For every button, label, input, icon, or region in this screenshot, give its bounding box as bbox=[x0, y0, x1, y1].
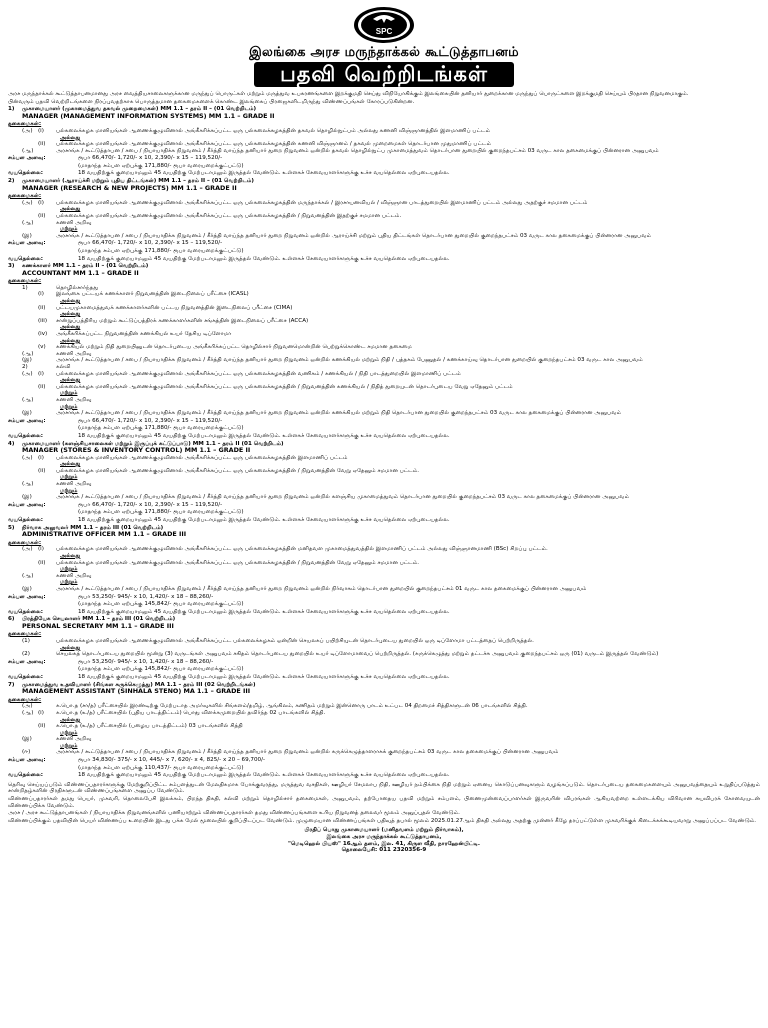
salary-value: (மாதாந்த சம்பள ஏற்புக்கு 171,880/- ரூபா வரையறைக்குட்பட்டு) bbox=[78, 247, 244, 254]
salary-row bbox=[8, 517, 760, 524]
connector-word: அல்லது bbox=[60, 716, 81, 723]
item-sublabel bbox=[38, 364, 56, 371]
item-text: க.பொ.த (உ/த) பரீட்சையில் (பழைய பாடத்திட்டம்) 03 பாடங்களில் சித்தி bbox=[56, 723, 243, 730]
qualification-item bbox=[8, 148, 760, 155]
item-label: (ஆ) bbox=[22, 147, 34, 154]
post-title-english: ACCOUNTANT MM 1.1 – GRADE II bbox=[22, 268, 139, 277]
item-sublabel bbox=[38, 397, 56, 404]
item-label bbox=[8, 468, 38, 475]
item-text: கணனி அறிவு bbox=[56, 481, 92, 488]
connector-word: அல்லது bbox=[60, 337, 81, 344]
post-title-tamil: முகாமைத்துவ உதவியாளர் (சிங்கள சுருக்கெழுத்து) MA 1.1 – தரம் III (02 வெற்றிடங்கள்) bbox=[22, 681, 256, 688]
salary-key: வயதெல்லை: bbox=[8, 674, 43, 680]
item-label bbox=[8, 141, 38, 148]
item-sublabel: (ii) bbox=[38, 467, 46, 474]
post-number: 3) bbox=[8, 263, 15, 270]
vacancies-banner: பதவி வெற்றிடங்கள் bbox=[254, 62, 514, 87]
salary-value: (மாதாந்த சம்பள ஏற்புக்கு 171,880/- ரூபா வரையறைக்குட்பட்டு) bbox=[78, 425, 244, 432]
qualification-item bbox=[8, 723, 760, 730]
qualification-item bbox=[8, 410, 760, 417]
salary-value: ரூபா 66,470/- 1,720/- x 10, 2,390/- x 15 – 119,520/- bbox=[78, 417, 223, 424]
salary-row bbox=[8, 240, 760, 247]
item-text: அரசாங்க / கூட்டுத்தாபன / சபை / நியாயாதிக்க நிறுவனம் / கீர்த்தி வாய்ந்த தனியார் துறை நிறுவனம் ஒன்றில் சுருக்கெழுத்தாளராகக் குறைந்தபட்சம் 03 வருட கால தகைமைக்குப் பின்னரான அனுபவம் bbox=[56, 749, 559, 756]
salary-row bbox=[8, 757, 760, 764]
qualification-item bbox=[8, 481, 760, 488]
connector-word: அல்லது bbox=[60, 377, 81, 384]
salary-key: வயதெல்லை: bbox=[8, 772, 43, 779]
item-label: (2) bbox=[22, 651, 30, 658]
item-text: அரசாங்க / கூட்டுத்தாபன / சபை / நியாயாதிக்க நிறுவனம் / கீர்த்தி வாய்ந்த தனியார் துறை நிறுவனம் ஒன்றில் ஆராய்ச்சி மற்றும் புதிய திட்டங்கள் தொடர்பான துறையில் குறைந்தபட்சம் 03 வருட கால தகைமைக்குப் பின்னரான அனுபவம் bbox=[56, 232, 652, 239]
item-sublabel: (v) bbox=[38, 344, 46, 351]
salary-key bbox=[8, 163, 78, 170]
item-text: அரசாங்க / கூட்டுத்தாபன / சபை / நியாயாதிக்க நிறுவனம் / கீர்த்தி வாய்ந்த தனியார் துறை நிறுவனம் ஒன்றில் தகவல் தொழில்நுட்ப முகாமைத்துவம் தொடர்பான துறையில் குறைந்தபட்சம் 03 வருட கால தகைமைக்குப் பின்னரான அனுபவம் bbox=[56, 147, 659, 154]
qualification-item bbox=[8, 344, 760, 351]
qualification-item bbox=[8, 233, 760, 240]
item-text: பட்டயமுகாமைத்துவக் கணக்காளர்களின் பட்டய நிறுவனத்தின் இடைநிலைப் பரீட்சை (CIMA) bbox=[56, 304, 293, 311]
item-label: (இ) bbox=[22, 357, 32, 364]
salary-key bbox=[8, 509, 78, 516]
qualification-item bbox=[8, 371, 760, 378]
post-title-english: ADMINISTRATIVE OFFICER MM 1.1 – GRADE III bbox=[22, 530, 187, 539]
salary-row bbox=[8, 772, 760, 779]
connector-word: மற்றும் bbox=[60, 579, 78, 586]
connector-word: மற்றும் bbox=[60, 729, 78, 736]
item-label bbox=[8, 291, 38, 298]
posts-section bbox=[8, 106, 760, 779]
connector-word: அல்லது bbox=[60, 298, 81, 305]
qualification-item bbox=[8, 468, 760, 475]
salary-row bbox=[8, 170, 760, 177]
item-sublabel: (i) bbox=[38, 127, 44, 134]
item-label: (அ) bbox=[22, 199, 33, 206]
item-label bbox=[8, 331, 38, 338]
item-text: பல்கலைக்கழக மானியங்கள் ஆணைக்குழுவினால் அங்கீகரிக்கப்பட்ட ஒரு பல்கலைக்கழகத்தின் / நிறுவனத்தின் இதற்குச் சமமான பட்டம். bbox=[56, 213, 402, 219]
salary-key bbox=[8, 248, 78, 255]
footer-paragraph: விண்ணப்பிக்கும் பதவியின் பெயர் விண்ணப்ப உறையின் இடது பக்க மேல் மூலையில் குறிப்பிடப்பட வேண்டும். முழுமையான விண்ணப்பங்கள் பதிவுத் தபால் மூலம் 2025.01.27ஆம் திகதி அல்லது அதற்கு முன்னர் கீழே தரப்பட்டுள்ள முகவரிக்குக் கிடைக்கக்கூடியவாறு அனுப்பப்பட வேண்டும். bbox=[8, 817, 757, 824]
organization-title: இலங்கை அரச மருந்தாக்கல் கூட்டுத்தாபனம் bbox=[249, 45, 519, 60]
item-text: கணனி அறிவு bbox=[56, 219, 92, 226]
item-text: க.பொ.த (சா/த) பரீட்சையில் இரண்டிற்கு மேற்படாத அமர்வுகளில் சிங்களம்/தமிழ், ஆங்கிலம், கணிதம் மற்றும் இன்னொரு பாடம் உட்பட 04 திறமைச் சித்திகளுடன் 06 பாடங்களில் சித்தி. bbox=[56, 703, 528, 710]
item-sublabel bbox=[38, 586, 56, 593]
item-sublabel bbox=[38, 233, 56, 240]
item-sublabel: (i) bbox=[38, 709, 44, 716]
connector-word: மற்றும் bbox=[60, 487, 78, 494]
item-label: (ஆ) bbox=[22, 481, 34, 488]
salary-value: ரூபா 66,470/- 1,720/- x 10, 2,390/- x 15 – 119,520/- bbox=[78, 501, 223, 508]
salary-value: ரூபா 34,830/- 375/- x 10, 445/- x 7, 620/- x 4, 825/- x 20 – 69,700/- bbox=[78, 757, 265, 764]
vacancy-post bbox=[8, 441, 760, 524]
salary-key bbox=[8, 666, 78, 673]
item-text: பல்கலைக்கழக மானியங்கள் ஆணைக்குழுவினால் அங்கீகரிக்கப்பட்ட ஒரு பல்கலைக்கழகத்தின் வணிகம் / கணக்கியல் / நிதி பாடத்துறையில் இளமாணிப் பட்டம் bbox=[56, 370, 461, 377]
item-label: (ஆ) bbox=[22, 396, 34, 403]
qualification-item bbox=[8, 638, 760, 645]
salary-value: 18 வயதிற்குக் குறையாமலும் 45 வயதிற்கு மேற்படாமலும் இருத்தல் வேண்டும். உள்ளகச் சேவையாளர்களுக்கு உச்ச வயதெல்லை ஏற்புடையதல்ல. bbox=[78, 517, 450, 524]
qualification-item bbox=[8, 736, 760, 743]
connector-word: மற்றும் bbox=[60, 742, 78, 749]
qualification-item bbox=[8, 573, 760, 580]
qualification-item bbox=[8, 213, 760, 220]
qualification-item bbox=[8, 397, 760, 404]
address: "மெடிஹெல் பியஸ்" 16ஆம் தளம், இல. 41, கிருள வீதி, நாரஹேன்பிட்டி. bbox=[288, 840, 480, 847]
salary-value: ரூபா 53,250/- 945/- x 10, 1,420/- x 18 – 88,260/- bbox=[78, 658, 214, 665]
item-label: (அ) bbox=[22, 370, 33, 377]
item-text: பல்கலைக்கழக மானியங்கள் ஆணைக்குழுவினால் அங்கீகரிக்கப்பட்ட ஒரு பல்கலைக்கழகத்தின் தகவல் தொழில்நுட்பம் அல்லது கணனி விஞ்ஞானத்தில் இளமாணிப் பட்டம் bbox=[56, 127, 490, 134]
item-sublabel: (iv) bbox=[38, 331, 48, 338]
qualification-item bbox=[8, 651, 760, 658]
salary-key: சம்பள அளவு: bbox=[8, 155, 46, 162]
item-text: பல்கலைக்கழக மானியங்கள் ஆணைக்குழுவினால் அங்கீகரிக்கப்பட்ட ஒரு பல்கலைக்கழகத்தின் மருந்தாக்கல் / இரசாயனவியல் / விஞ்ஞான பாடத்துறையில் இளமாணிப் பட்டம் அல்லது அதற்குச் சமமான பட்டம் bbox=[56, 199, 588, 206]
vacancy-post bbox=[8, 106, 760, 177]
item-text: சான்றுப்பத்திரிய மற்றும் கூட்டுப்பத்திரக் கணக்காளர்களின் சங்கத்தின் இடைநிலைப் பரீட்சை (ACCA) bbox=[56, 317, 309, 324]
item-text: பல்கலைக்கழக மானியங்கள் ஆணைக்குழுவினால் அங்கீகரிக்கப்பட்ட ஒரு பல்கலைக்கழகத்தின் / நிறுவனத்தின் வேறு ஏதேனும் சமமான பட்டம். bbox=[56, 467, 420, 474]
salary-row bbox=[8, 502, 760, 509]
item-text: கணனி அறிவு bbox=[56, 396, 92, 403]
qualification-item bbox=[8, 384, 760, 391]
qualifications-heading: தகைமைகள்: bbox=[8, 539, 42, 546]
item-text: பல்கலைக்கழக மானியங்கள் ஆணைக்குழுவினால் அங்கீகரிக்கப்பட்ட பல்கலைக்கழகம் ஒன்றின் செயலகப் பயிற்சியுடன் தொடர்புடைய துறையில் ஒரு டிப்ளோமா பட்டத்தைப் பெற்றிருத்தல். bbox=[56, 638, 534, 645]
salary-row bbox=[8, 418, 760, 425]
salary-row bbox=[8, 666, 760, 673]
qualification-item bbox=[8, 546, 760, 553]
salary-row bbox=[8, 601, 760, 608]
intro-paragraph: பின்வரும் பதவி வெற்றிடங்களை நிரப்புவதற்காக பொருத்தமான தகைமைகளைக் கொண்ட இலங்கைப் பிரஜைகளிடமிருந்து விண்ணப்பங்கள் கோரப்படுகின்றன. bbox=[8, 98, 415, 105]
salary-key bbox=[8, 425, 78, 432]
salary-value: ரூபா 66,470/- 1,720/- x 10, 2,390/- x 15 – 119,520/- bbox=[78, 240, 223, 247]
item-text: இலங்கை பட்டயக் கணக்காளர் நிறுவனத்தின் இடைநிலைப் பரீட்சை (ICASL) bbox=[56, 291, 249, 298]
salary-value: 18 வயதிற்குக் குறையாமலும் 45 வயதிற்கு மேற்படாமலும் இருத்தல் வேண்டும். உள்ளகச் சேவையாளர்களுக்கு உச்ச வயதெல்லை ஏற்புடையதல்ல. bbox=[78, 608, 450, 615]
salary-key: வயதெல்லை: bbox=[8, 608, 43, 615]
item-sublabel bbox=[38, 351, 56, 358]
signature-block bbox=[8, 827, 760, 853]
advertisement-page bbox=[8, 4, 760, 1020]
item-label bbox=[8, 213, 38, 220]
item-text: அரசாங்க / கூட்டுத்தாபன / சபை / நியாயாதிக்க நிறுவனம் / கீர்த்தி வாய்ந்த தனியார் துறை நிறுவனம் ஒன்றில் களஞ்சிய முகாமைத்துவம் தொடர்பான துறையில் குறைந்தபட்சம் 03 வருட கால தகைமைக்குப் பின்னரான அனுபவம் bbox=[56, 494, 629, 501]
item-text: பல்கலைக்கழக மானியங்கள் ஆணைக்குழுவினால் அங்கீகரிக்கப்பட்ட ஒரு பல்கலைக்கழகத்தின் இளமாணிப் பட்டம் bbox=[56, 454, 348, 461]
qualification-item bbox=[8, 318, 760, 325]
salary-value: ரூபா 53,250/- 945/- x 10, 1,420/- x 18 – 88,260/- bbox=[78, 593, 214, 600]
salary-key: வயதெல்லை: bbox=[8, 170, 43, 177]
post-number: 6) bbox=[8, 616, 15, 623]
qualifications-heading: தகைமைகள்: bbox=[8, 278, 42, 285]
connector-word: அல்லது bbox=[60, 134, 81, 141]
post-title-tamil: முகாமையாளர் (முகாமைத்துவ தகவல் முறைமைகள்) MM 1.1 – தரம் II – (01 வெற்றிடம்) bbox=[22, 106, 257, 113]
qualification-item bbox=[8, 128, 760, 135]
salary-row bbox=[8, 256, 760, 263]
item-label: (இ) bbox=[22, 736, 32, 743]
connector-word: அல்லது bbox=[60, 461, 81, 468]
item-text: பல்கலைக்கழக மானியங்கள் ஆணைக்குழுவினால் அங்கீகரிக்கப்பட்ட ஒரு பல்கலைக்கழகத்தின் / நிறுவனத்தின் கணக்கியல் / நிதித் துறையுடன் தொடர்புடைய வேறு ஏதேனும் பட்டம் bbox=[56, 383, 513, 390]
item-sublabel bbox=[38, 494, 56, 501]
item-sublabel bbox=[38, 410, 56, 417]
qualifications-heading: தகைமைகள்: bbox=[8, 696, 42, 703]
qualification-item bbox=[8, 586, 760, 593]
qualifications-heading: தகைமைகள்: bbox=[8, 631, 42, 638]
spc-logo bbox=[351, 5, 417, 45]
item-text: பல்கலைக்கழக மானியங்கள் ஆணைக்குழுவினால் அங்கீகரிக்கப்பட்ட ஒரு பல்கலைக்கழகத்தின் கணனி விஞ்ஞானம் / தகவல் முறைமைகள் தொடர்பான முதுமாணிப் பட்டம் bbox=[56, 141, 491, 148]
salary-value: 18 வயதிற்குக் குறையாமலும் 45 வயதிற்கு மேற்படாமலும் இருத்தல் வேண்டும். உள்ளகச் சேவையாளர்களுக்கு உச்ச வயதெல்லை ஏற்புடையதல்ல. bbox=[78, 255, 450, 262]
salary-row bbox=[8, 433, 760, 440]
post-title-english: MANAGER (RESEARCH & NEW PROJECTS) MM 1.1 – GRADE II bbox=[22, 183, 237, 192]
item-sublabel: (i) bbox=[38, 199, 44, 206]
salary-value: (மாதாந்த சம்பள ஏற்புக்கு 145,842/- ரூபா வரையறைக்குட்பட்டு) bbox=[78, 666, 244, 673]
item-label: (ஆ) bbox=[22, 572, 34, 579]
item-label: 1) bbox=[22, 284, 28, 291]
item-text: கல்வி bbox=[56, 364, 71, 371]
item-text: தொழில்சார்ந்தது bbox=[56, 284, 99, 291]
item-label bbox=[8, 384, 38, 391]
item-label bbox=[8, 305, 38, 312]
salary-row bbox=[8, 509, 760, 516]
item-label: (இ) bbox=[22, 232, 32, 239]
item-sublabel bbox=[38, 148, 56, 155]
salary-value: (மாதாந்த சம்பள ஏற்புக்கு 171,880/- ரூபா வரையறைக்குட்பட்டு) bbox=[78, 509, 244, 516]
item-label bbox=[8, 560, 38, 567]
salary-key: சம்பள அளவு: bbox=[8, 757, 46, 764]
item-sublabel bbox=[38, 651, 56, 658]
organization-name: இலங்கை அரச மருந்தாக்கல் கூட்டுத்தாபனம், bbox=[326, 834, 442, 841]
vacancy-post bbox=[8, 263, 760, 439]
telephone: தொலைபேசி: 011 2320356-9 bbox=[341, 847, 427, 854]
post-number: 5) bbox=[8, 524, 15, 531]
item-sublabel: (i) bbox=[38, 546, 44, 553]
item-text: அரசாங்க / கூட்டுத்தாபன / சபை / நியாயாதிக்க நிறுவனம் / கீர்த்தி வாய்ந்த தனியார் துறை நிறுவனம் ஒன்றில் கணக்கியல் மற்றும் நிதி தொடர்பான துறையில் குறைந்தபட்சம் 03 வருட கால தகைமைக்குப் பின்னரான அனுபவம் bbox=[56, 410, 622, 417]
salary-row bbox=[8, 674, 760, 681]
intro-section bbox=[8, 91, 760, 105]
connector-word: மற்றும் bbox=[60, 566, 78, 573]
item-label: (இ) bbox=[22, 410, 32, 417]
item-label: (அ) bbox=[22, 127, 33, 134]
item-label: (அ) bbox=[22, 546, 33, 553]
post-title-tamil: முகாமையாளர் (களஞ்சியசாலைகள் மற்றும் இருப்புக் கட்டுப்பாடு) MM 1.1 – தரம் II (01 வெற்றிடம்) bbox=[22, 440, 284, 447]
connector-word: அல்லது bbox=[60, 324, 81, 331]
salary-row bbox=[8, 765, 760, 772]
item-sublabel bbox=[38, 736, 56, 743]
item-sublabel: (ii) bbox=[38, 304, 46, 311]
post-title-tamil: நிர்வாக அலுவலர் MM 1.1 – தரம் III (01 வெற்றிடம்) bbox=[22, 524, 164, 531]
item-label: (ஆ) bbox=[22, 709, 34, 716]
item-sublabel bbox=[38, 638, 56, 645]
vacancy-post bbox=[8, 682, 760, 779]
item-text: கணக்கியல் மற்றும் நிதி துறையினுடன் தொடர்புடைய அங்கீகரிக்கப்பட்ட தொழில்சார் நிறுவனமொன்றின் பெற்றுக்கொண்ட சமமான தகைமை bbox=[56, 344, 412, 351]
item-label: (அ) bbox=[22, 703, 33, 710]
item-text: கணனி அறிவு bbox=[56, 736, 92, 743]
item-sublabel bbox=[38, 749, 56, 756]
footer-paragraph: அரச / அரச கூட்டுத்தாபனங்கள் / நியாயாதிக்க நிறுவனங்களில் பணியாற்றும் விண்ணப்பதாரர்கள் தமது விண்ணப்பங்களை உரிய நிறுவனத் தலைவர் மூலம் அனுப்புதல் வேண்டும். bbox=[8, 810, 460, 817]
qualification-item bbox=[8, 710, 760, 717]
item-text: செயலகத் தொடர்புடைய துறையில் மூன்று (3) வருடங்கள் அனுபவம் சகிதம் தொடர்புடைய துறையில் உயர் டிப்ளோமாவைப் பெற்றிருத்தல். (சுருக்கெழுத்து மற்றும் தட்டச்சு அனுபவம் குறைந்தபட்சம் ஒரு (01) வருடம் இருத்தல் வேண்டும்) bbox=[56, 651, 659, 658]
salary-row bbox=[8, 163, 760, 170]
qualification-item bbox=[8, 331, 760, 338]
salary-key: சம்பள அளவு: bbox=[8, 417, 46, 424]
item-text: கணனி அறிவு bbox=[56, 350, 92, 357]
qualifications-heading: தகைமைகள்: bbox=[8, 193, 42, 200]
item-sublabel: (ii) bbox=[38, 559, 46, 566]
item-text: அங்கீகரிக்கப்பட்ட நிறுவனத்தின் கணக்கியல் உயர் தேசிய டிப்ளோமா bbox=[56, 331, 232, 338]
item-sublabel bbox=[38, 481, 56, 488]
intro-paragraph: அரச மருந்தாக்கல் கூட்டுத்தாபனமானது அரச வைத்தியசாலைகளுக்கான மருந்துப் பொருட்கள் மற்றும் மருத்துவ உபகரணங்களை இறக்குமதி செய்து விநியோகிக்கும் இலங்கையின் தனியார் துறைக்கான மருந்துப் பொருட்களை இறக்குமதி செய்யும் பிரதான நிறுவனமாகும். bbox=[8, 91, 689, 97]
connector-word: அல்லது bbox=[60, 206, 81, 213]
vacancy-post bbox=[8, 525, 760, 616]
connector-word: அல்லது bbox=[60, 552, 81, 559]
post-title-tamil: கணக்காளர் MM 1.1 – தரம் II – (01 வெற்றிடம்) bbox=[22, 263, 149, 270]
item-label bbox=[8, 723, 38, 730]
logo-text: SPC bbox=[375, 27, 393, 36]
qualification-item bbox=[8, 220, 760, 227]
salary-value: 18 வயதிற்குக் குறையாமலும் 45 வயதிற்கு மேற்படாமலும் இருத்தல் வேண்டும். உள்ளகச் சேவையாளர்களுக்கு உச்ச வயதெல்லை ஏற்புடையதல்ல. bbox=[78, 674, 450, 680]
salary-value: (மாதாந்த சம்பள ஏற்புக்கு 145,842/- ரூபா வரையறைக்குட்பட்டு) bbox=[78, 601, 244, 608]
item-label bbox=[8, 318, 38, 325]
post-title-tamil: பிரத்தியேக செயலாளர் MM 1.1 – தரம் III (01 வெற்றிடம்) bbox=[22, 616, 176, 623]
post-number: 7) bbox=[8, 681, 15, 688]
qualification-item bbox=[8, 141, 760, 148]
item-text: கணனி அறிவு bbox=[56, 572, 92, 579]
connector-word: அல்லது bbox=[60, 311, 81, 318]
post-number: 1) bbox=[8, 106, 15, 113]
salary-value: 18 வயதிற்குக் குறையாமலும் 45 வயதிற்கு மேற்படாமலும் இருத்தல் வேண்டும். உள்ளகச் சேவையாளர்களுக்கு உச்ச வயதெல்லை ஏற்புடையதல்ல. bbox=[78, 170, 450, 177]
post-title-tamil: முகாமையாளர் (ஆராய்ச்சி மற்றும் புதிய திட்டங்கள்) MM 1.1 – தரம் II – (01 வெற்றிடம்) bbox=[22, 178, 254, 185]
salary-row bbox=[8, 425, 760, 432]
qualifications-heading: தகைமைகள்: bbox=[8, 121, 42, 128]
item-sublabel: (iii) bbox=[38, 317, 48, 324]
logo-area bbox=[8, 5, 760, 45]
post-title-english: MANAGER (MANAGEMENT INFORMATION SYSTEMS) MM 1.1 – GRADE II bbox=[22, 111, 275, 120]
post-title-english: MANAGEMENT ASSISTANT (SINHALA STENO) MA 1.1 – GRADE III bbox=[22, 687, 251, 696]
item-label: (இ) bbox=[22, 494, 32, 501]
salary-row bbox=[8, 155, 760, 162]
item-text: பல்கலைக்கழக மானியங்கள் ஆணைக்குழுவினால் அங்கீகரிக்கப்பட்ட ஒரு பல்கலைக்கழகத்தின் / நிறுவனத்தின் வேறு ஏதேனும் சமமான பட்டம். bbox=[56, 559, 420, 566]
salary-value: (மாதாந்த சம்பள ஏற்புக்கு 110,437/- ரூபா வரையறைக்குட்பட்டு) bbox=[78, 764, 244, 771]
item-sublabel: (ii) bbox=[38, 383, 46, 390]
item-sublabel: (i) bbox=[38, 454, 44, 461]
signatory-title: பிரதிப் பொது முகாமையாளர் (மனிதவளம் மற்றும் நிர்வாகம்), bbox=[304, 827, 464, 834]
connector-word: மற்றும் bbox=[60, 390, 78, 397]
qualification-item bbox=[8, 703, 760, 710]
connector-word: அல்லது bbox=[60, 644, 81, 651]
post-title-english: PERSONAL SECRETARY MM 1.1 – GRADE III bbox=[22, 621, 174, 630]
qualification-item bbox=[8, 200, 760, 207]
salary-row bbox=[8, 594, 760, 601]
qualification-item bbox=[8, 455, 760, 462]
salary-row bbox=[8, 659, 760, 666]
item-sublabel bbox=[38, 573, 56, 580]
item-sublabel bbox=[38, 703, 56, 710]
salary-key: வயதெல்லை: bbox=[8, 517, 43, 524]
connector-word: மற்றும் bbox=[60, 403, 78, 410]
item-sublabel bbox=[38, 285, 56, 292]
footer-notes bbox=[8, 782, 760, 825]
banner-area bbox=[8, 62, 760, 87]
qualification-item bbox=[8, 494, 760, 501]
salary-key: சம்பள அளவு: bbox=[8, 593, 46, 600]
footer-paragraph: விண்ணப்பதாரர்கள் தமது பெயர், முகவரி, தொலைபேசி இலக்கம், பிறந்த திகதி, கல்வி மற்றும் தொழில்சார் தகைமைகள், அனுபவம், தற்போதைய பதவி மற்றும் சம்பளம், பிணைமுன்வைப்பாளர்கள் இருவரின் விபரங்கள் ஆகியவற்றை உள்ளடக்கிய விரிவான சுயவிபரக் கோவையுடன் விண்ணப்பிக்க வேண்டும். bbox=[8, 796, 760, 809]
item-text: அரசாங்க / கூட்டுத்தாபன / சபை / நியாயாதிக்க நிறுவனம் / கீர்த்தி வாய்ந்த தனியார் துறை நிறுவனம் ஒன்றில் நிர்வாகம் தொடர்பான துறையில் குறைந்தபட்சம் 01 வருட கால தகைமைக்குப் பின்னரான அனுபவம் bbox=[56, 585, 587, 592]
item-text: அரசாங்க / கூட்டுத்தாபன / சபை / நியாயாதிக்க நிறுவனம் / கீர்த்தி வாய்ந்த தனியார் துறை நிறுவனம் ஒன்றில் கணக்கியல் மற்றும் நிதி / புத்தகம் பேணுதல் / கணக்காய்வு தொடர்பான துறையில் குறைந்தபட்சம் 03 வருட கால அனுபவம் bbox=[56, 357, 643, 364]
salary-row bbox=[8, 609, 760, 616]
item-sublabel: (i) bbox=[38, 370, 44, 377]
salary-value: 18 வயதிற்குக் குறையாமலும் 45 வயதிற்கு மேற்படாமலும் இருத்தல் வேண்டும். உள்ளகச் சேவையாளர்களுக்கு உச்ச வயதெல்லை ஏற்புடையதல்ல. bbox=[78, 432, 450, 439]
salary-key bbox=[8, 765, 78, 772]
salary-key: சம்பள அளவு: bbox=[8, 240, 46, 247]
salary-value: ரூபா 66,470/- 1,720/- x 10, 2,390/- x 15 – 119,520/- bbox=[78, 155, 223, 162]
item-text: க.பொ.த (உ/த) பரீட்சையில் (புதிய பாடத்திட்டம்) பொது விளக்கமுறையில் தவிர்ந்த 02 பாடங்களில் சித்தி. bbox=[56, 709, 326, 716]
item-label: (அ) bbox=[22, 454, 33, 461]
connector-word: மற்றும் bbox=[60, 226, 78, 233]
item-text: பல்கலைக்கழக மானியங்கள் ஆணைக்குழுவினால் அங்கீகரிக்கப்பட்ட ஒரு பல்கலைக்கழகத்தின் மனிதவள முகாமைத்துவத்தில் இளமாணிப் பட்டம் அல்லது விஞ்ஞானமாணி (BSc) சிறப்பு பட்டம். bbox=[56, 546, 548, 553]
qualification-item bbox=[8, 305, 760, 312]
vacancy-post bbox=[8, 616, 760, 680]
salary-value: 18 வயதிற்குக் குறையாமலும் 45 வயதிற்கு மேற்படாமலும் இருத்தல் வேண்டும். உள்ளகச் சேவையாளர்களுக்கு உச்ச வயதெல்லை ஏற்புடையதல்ல. bbox=[78, 772, 450, 779]
item-sublabel: (ii) bbox=[38, 141, 46, 148]
post-number: 4) bbox=[8, 440, 15, 447]
item-sublabel: (ii) bbox=[38, 723, 46, 730]
item-sublabel: (i) bbox=[38, 291, 44, 298]
salary-key bbox=[8, 601, 78, 608]
item-label: (இ) bbox=[22, 585, 32, 592]
qualification-item bbox=[8, 364, 760, 371]
item-sublabel bbox=[38, 220, 56, 227]
item-sublabel bbox=[38, 357, 56, 364]
salary-key: வயதெல்லை: bbox=[8, 432, 43, 439]
item-label bbox=[8, 344, 38, 351]
item-label: (1) bbox=[22, 638, 30, 645]
post-title-english: MANAGER (STORES & INVENTORY CONTROL) MM 1.1 – GRADE II bbox=[22, 446, 251, 455]
footer-paragraph: தெரிவு செய்யப்படும் விண்ணப்பதாரர்களுக்கு மேற்குறிப்பிட்ட சம்பளத்துடன் மேலதிகமாக போக்குவரத்து, மருத்துவ வசதிகள், ஊழியர் சேமலாப நிதி, ஊழியர் நம்பிக்கை நிதி மற்றும் ஏனைய கொடுப்பனவுகளும் வழங்கப்படும். தொடர்புடைய தகைமைகளையும் அனுபவத்தையும் உறுதிப்படுத்தும் சான்றிதழ்களின் பிரதிகளுடன் விண்ணப்பங்களை அனுப்ப வேண்டும். bbox=[8, 781, 760, 795]
item-sublabel: (ii) bbox=[38, 213, 46, 219]
connector-word: மற்றும் bbox=[60, 474, 78, 481]
qualification-item bbox=[8, 560, 760, 567]
salary-value: (மாதாந்த சம்பள ஏற்புக்கு 171,880/- ரூபா வரையறைக்குட்பட்டு) bbox=[78, 162, 244, 169]
vacancy-post bbox=[8, 178, 760, 262]
qualification-item bbox=[8, 357, 760, 364]
qualification-item bbox=[8, 749, 760, 756]
item-label: (ஆ) bbox=[22, 219, 34, 226]
item-label: 2) bbox=[22, 364, 28, 371]
salary-key: வயதெல்லை: bbox=[8, 255, 43, 262]
qualification-item bbox=[8, 291, 760, 298]
salary-key: சம்பள அளவு: bbox=[8, 658, 46, 665]
item-label: (ஈ) bbox=[22, 749, 31, 756]
salary-key: சம்பள அளவு: bbox=[8, 501, 46, 508]
item-label: (ஆ) bbox=[22, 350, 34, 357]
salary-row bbox=[8, 248, 760, 255]
post-number: 2) bbox=[8, 178, 15, 185]
